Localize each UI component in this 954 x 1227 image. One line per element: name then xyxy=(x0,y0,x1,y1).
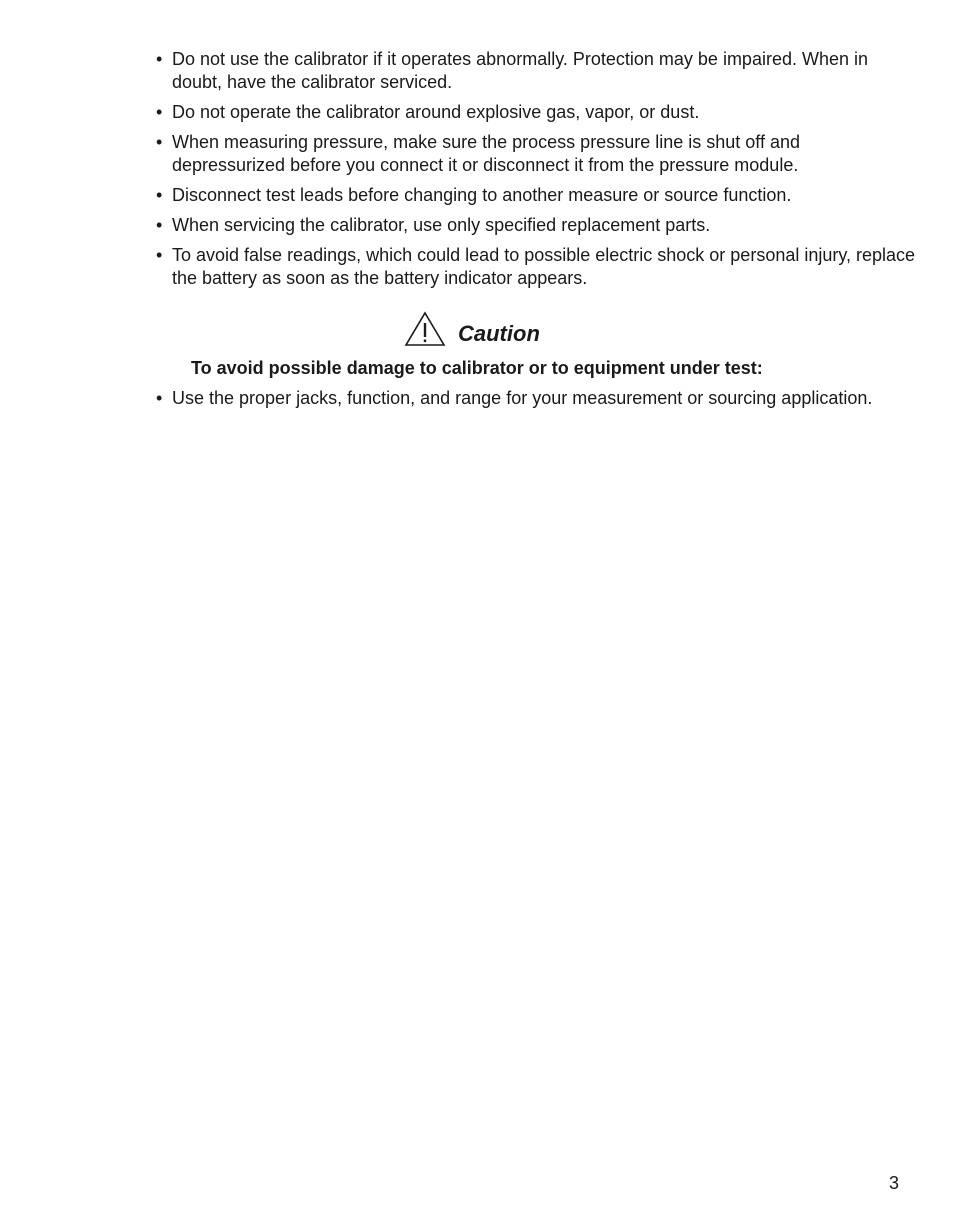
list-item-text: When servicing the calibrator, use only specified replacement parts. xyxy=(172,215,711,235)
list-item-text: Disconnect test leads before changing to another measure or source function. xyxy=(172,185,792,205)
warning-triangle-icon xyxy=(404,311,446,347)
bullet: • xyxy=(156,245,163,265)
list-item xyxy=(156,101,916,124)
list-item-text: Use the proper jacks, function, and range for your measurement or sourcing application. xyxy=(172,388,873,408)
list-item xyxy=(156,184,916,207)
page-number: 3 xyxy=(889,1173,900,1193)
list-item xyxy=(156,244,916,290)
caution-heading xyxy=(404,311,540,347)
caution-list xyxy=(156,387,916,417)
list-item xyxy=(156,131,916,177)
bullet: • xyxy=(156,185,163,205)
caution-subtitle: To avoid possible damage to calibrator or to equipment under test: xyxy=(191,358,763,378)
list-item-text: When measuring pressure, make sure the process pressure line is shut off and depressurized before you connect it or disconnect it from the pressure module. xyxy=(172,132,800,175)
list-item-text: Do not use the calibrator if it operates abnormally. Protection may be impaired. When in doubt, have the calibrator serviced. xyxy=(172,49,869,92)
bullet: • xyxy=(156,132,163,152)
list-item-text: To avoid false readings, which could lead to possible electric shock or personal injury, replace the battery as soon as the battery indicator appears. xyxy=(172,245,916,288)
bullet: • xyxy=(156,388,163,408)
bullet: • xyxy=(156,102,163,122)
bullet: • xyxy=(156,49,163,69)
bullet: • xyxy=(156,215,163,235)
list-item xyxy=(156,214,916,237)
list-item xyxy=(156,48,916,94)
list-item-text: Do not operate the calibrator around explosive gas, vapor, or dust. xyxy=(172,102,700,122)
caution-title: Caution xyxy=(458,321,540,346)
list-item xyxy=(156,387,916,410)
warning-list xyxy=(156,48,916,297)
